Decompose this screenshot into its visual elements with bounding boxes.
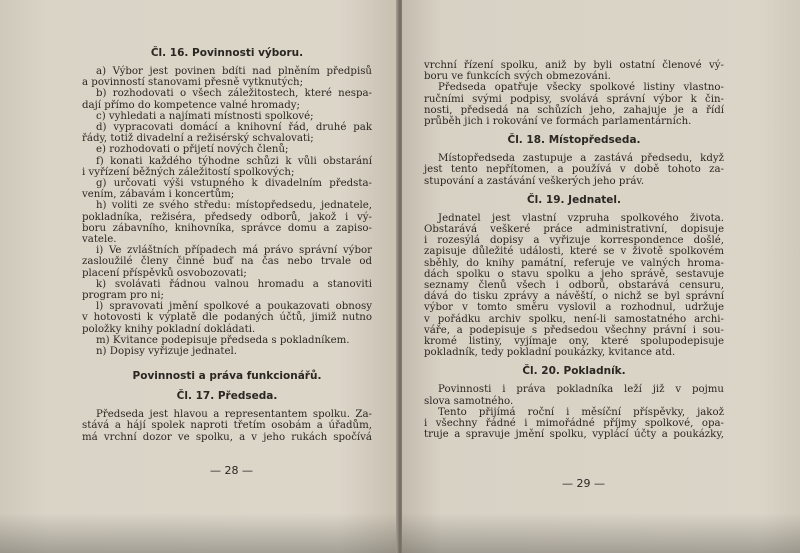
text-line: pokladníka, režiséra, předsedy odborů, jakož i vý- [82,211,372,223]
left-page-text [82,40,372,443]
text-line: dají přímo do kompetence valné hromady; [82,99,300,111]
heading-article-20: Čl. 20. Pokladník. [522,365,626,378]
text-line: jest tento nepřítomen, a používá v době tohoto za- [424,164,724,176]
right-page-text [424,60,724,440]
text-line: b) rozhodovati o všech záležitostech, které nespa- [96,88,372,100]
text-line: i rozesýlá dopisy a vyřizuje korrespondence došlé, [424,235,724,247]
heading-article-16: Čl. 16. Povinnosti výboru. [150,47,304,59]
text-line: v pořádku archiv spolku, není-li samostatného archi- [424,313,724,325]
text-line: e) rozhodovati o přijetí nových členů; [96,144,289,156]
text-line: i) Ve zvláštních případech má právo správní výbor [96,245,372,257]
text-line: průběh jich i rokování ve formách parlamentárních. [424,116,692,128]
page-number-right: — 29 — [562,477,605,490]
text-line: n) Dopisy vyřizuje jednatel. [96,346,238,358]
text-line: položky knihy pokladní dokládati. [82,323,256,335]
text-line: zapisuje důležité události, které se v životě spolkovém [424,246,724,258]
text-line: vením, zábavám i koncertům; [82,189,235,201]
text-line: seznamy členů všech i odborů, obstarává censuru, [424,280,724,292]
text-line: nosti, předsedá na schůzích jeho, zahajuje je a řídí [424,104,724,116]
text-line: v hotovosti k výplatě dle podaných účtů, jimiž nutno [82,312,372,324]
text-line: m) Kvitance podepisuje předseda s pokladníkem. [96,334,350,346]
text-line: f) konati každého týhodne schůzi k vůli obstarání [96,155,372,167]
text-line: ručními svými podpisy, svolává správní výbor k čin- [424,93,724,105]
text-line: placení příspěvků osvobozovati; [82,267,247,279]
text-line: h) voliti ze svého středu: místopředsedu, jednatele, [96,200,372,212]
heading-article-18: Čl. 18. Místopředseda. [507,134,641,147]
text-line: c) vyhledati a najímati místnosti spolkové; [96,110,314,122]
text-line: má vrchní dozor ve spolku, a v jeho rukách spočívá [82,431,372,443]
text-line: program pro ni; [82,290,164,302]
text-line: d) vypracovati domácí a knihovní řád, druhé pak [96,122,372,134]
text-line: váře, a podepisuje s předsedou všechny právní i sou- [424,324,724,336]
right-page [402,0,800,553]
text-line: Jednatel jest vlastní vzpruha spolkového života. [438,212,724,224]
text-line: boru zábavního, knihovníka, správce domu a zapiso- [82,222,372,234]
text-line: výbor v tomto směru vyslovil a rozhodnul, udržuje [424,302,724,314]
text-line: dává do tisku zprávy a návěští, o nichž se byl správní [424,291,724,303]
text-line: a) Výbor jest povinen bdíti nad plněním předpisů [96,66,372,77]
text-line: Povinnosti i práva pokladníka leží již v pojmu [438,384,724,396]
left-page [0,0,398,553]
text-line: i všechny řádné i mimořádné příjmy spolkové, opa- [424,418,724,430]
text-line: boru ve funkcích svých obmezováni. [424,71,611,83]
text-line: i vyřízení běžných záležitostí spolkových; [82,166,295,178]
heading-article-17: Čl. 17. Předseda. [176,390,278,403]
heading-duties: Povinnosti a práva funkcionářů. [132,370,322,383]
text-line: slova samotného. [424,395,514,407]
text-line: zasloužilé členy činné buď na čas nebo trvale od [82,256,372,268]
text-line: vrchní řízení spolku, aniž by byli ostatní členové vý- [424,60,724,71]
text-line: Předseda opatřuje všecky spolkové listiny vlastno- [438,82,724,94]
page-shadow [0,513,398,553]
text-line: Tento přijímá roční i měsíční příspěvky, jakož [438,406,724,418]
text-line: g) určovati výši vstupného k divadelním předsta- [96,178,372,190]
text-line: a povinností stanovami přesně vytknutých; [82,77,304,89]
text-line: k) svolávati řádnou valnou hromadu a stanoviti [96,278,372,290]
page-shadow [402,513,800,553]
text-line: stává a hájí spolek naproti třetím osobám a úřadům, [82,420,372,432]
text-line: dách spolku o stavu spolku a jeho správě, sestavuje [424,268,724,280]
heading-article-19: Čl. 19. Jednatel. [526,193,622,206]
text-line: Předseda jest hlavou a representantem spolku. Za- [96,409,372,421]
text-line: sběhly, do knihy památní, referuje ve valných hroma- [424,257,724,269]
text-line: l) spravovati jmění spolkové a poukazovati obnosy [96,301,372,313]
text-line: truje a spravuje jmění spolku, vyplácí účty a poukázky, [424,429,724,441]
text-line: vatele. [82,234,117,246]
page-number-left: — 28 — [210,464,253,477]
text-line: kromé listiny, vyjímaje ony, které spolupodepisuje [424,336,724,348]
text-line: řády, totiž divadelní a režisérský schvalovati; [82,133,314,145]
text-line: Místopředseda zastupuje a zastává předsedu, když [438,153,724,165]
text-line: Obstarává veškeré práce administrativní, dopisuje [424,224,724,236]
text-line: pokladník, tedy pokladní poukázky, kvitance atd. [424,347,676,359]
text-line: stupování a zastávání veškerých jeho práv. [424,175,645,187]
